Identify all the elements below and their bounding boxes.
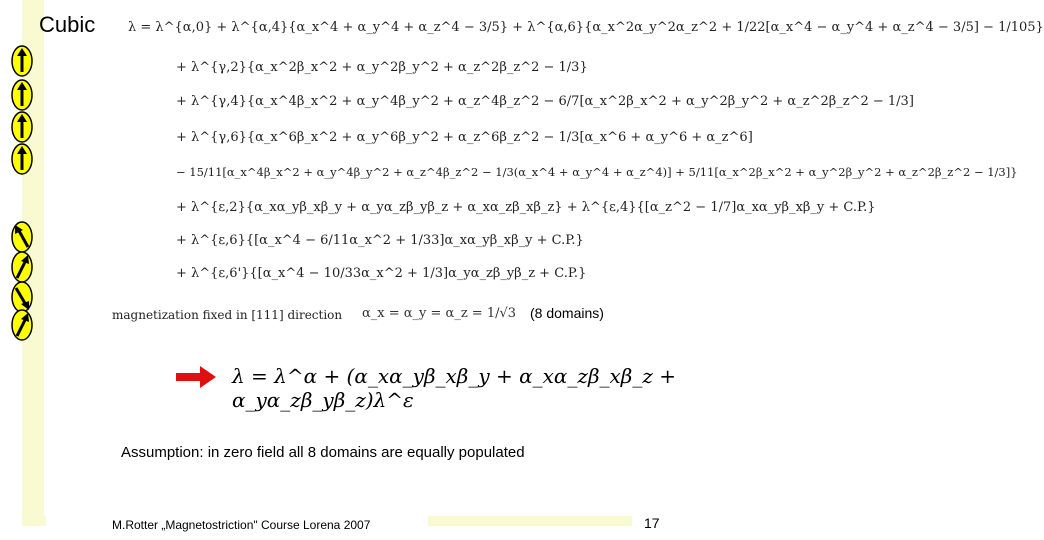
page-number: 17 bbox=[644, 515, 660, 531]
direction-cosine-relation: α_x = α_y = α_z = 1/√3 bbox=[362, 306, 517, 321]
magnetization-caption: magnetization fixed in [111] direction bbox=[112, 308, 343, 322]
equation-line-2: + λ^{γ,2}{α_x^2β_x^2 + α_y^2β_y^2 + α_z^2β_z^2 − 1/3} bbox=[176, 60, 588, 75]
bottom-left-decor-bar bbox=[22, 516, 46, 526]
domains-note: (8 domains) bbox=[530, 305, 604, 321]
equation-line-8: + λ^{ε,6'}{[α_x^4 − 10/33α_x^2 + 1/3]α_yα_zβ_yβ_z + C.P.} bbox=[176, 266, 587, 281]
domain-up-arrow-icon bbox=[10, 44, 34, 78]
right-arrow-icon bbox=[176, 366, 216, 388]
equation-line-7: + λ^{ε,6}{[α_x^4 − 6/11α_x^2 + 1/33]α_xα_yβ_xβ_y + C.P.} bbox=[176, 233, 584, 248]
equation-line-5: − 15/11[α_x^4β_x^2 + α_y^4β_y^2 + α_z^4β_z^2 − 1/3(α_x^4 + α_y^4 + α_z^4)] + 5/11[α_x^2β_x^2 + α_y^2β_y^2 + α_z^2β_z^2 − 1/3]} bbox=[176, 165, 1018, 179]
simplified-equation: λ = λ^α + (α_xα_yβ_xβ_y + α_xα_zβ_xβ_z + α_yα_zβ_yβ_z)λ^ε bbox=[232, 364, 677, 412]
domain-up-arrow-icon bbox=[10, 142, 34, 176]
domain-tilted-arrow-icon bbox=[10, 220, 34, 254]
equation-line-6: + λ^{ε,2}{α_xα_yβ_xβ_y + α_yα_zβ_yβ_z + α_xα_zβ_xβ_z} + λ^{ε,4}{[α_z^2 − 1/7]α_xα_yβ_xβ_y + C.P.} bbox=[176, 200, 876, 215]
equation-line-4: + λ^{γ,6}{α_x^6β_x^2 + α_y^6β_y^2 + α_z^6β_z^2 − 1/3[α_x^6 + α_y^6 + α_z^6] bbox=[176, 130, 753, 145]
domain-up-arrow-icon bbox=[10, 110, 34, 144]
bottom-right-decor-bar bbox=[428, 516, 632, 526]
equation-line-1: λ = λ^{α,0} + λ^{α,4}{α_x^4 + α_y^4 + α_z^4 − 3/5} + λ^{α,6}{α_x^2α_y^2α_z^2 + 1/22[α_x^4 − α_y^4 + α_z^4 − 3/5] − 1/105} bbox=[128, 20, 1044, 35]
domain-up-arrow-icon bbox=[10, 78, 34, 112]
assumption-text: Assumption: in zero field all 8 domains are equally populated bbox=[121, 444, 525, 461]
equation-line-3: + λ^{γ,4}{α_x^4β_x^2 + α_y^4β_y^2 + α_z^4β_z^2 − 6/7[α_x^2β_x^2 + α_y^2β_y^2 + α_z^2β_z^2 − 1/3] bbox=[176, 94, 914, 109]
slide-title: Cubic bbox=[39, 12, 96, 37]
domain-tilted-arrow-icon bbox=[10, 250, 34, 284]
domain-tilted-arrow-icon bbox=[10, 308, 34, 342]
footer-credit: M.Rotter „Magnetostriction" Course Lorena 2007 bbox=[112, 518, 371, 532]
